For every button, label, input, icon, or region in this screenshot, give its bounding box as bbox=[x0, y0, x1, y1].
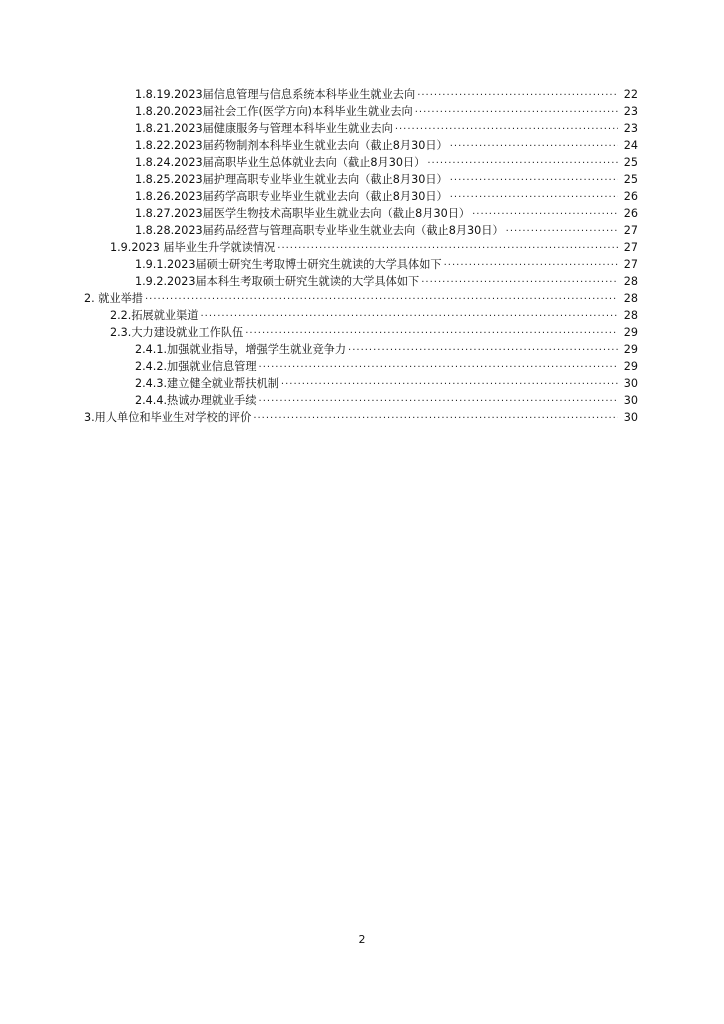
toc-entry[interactable] bbox=[0, 409, 724, 426]
toc-entry-label: 1.9.2.2023届本科生考取硕士研究生就读的大学具体如下 bbox=[135, 275, 420, 288]
toc-entry-page-number: 26 bbox=[623, 190, 638, 203]
toc-entry-label: 1.9.2023 届毕业生升学就读情况 bbox=[110, 241, 276, 254]
toc-entry-label: 2.4.1.加强就业指导，增强学生就业竞争力 bbox=[135, 343, 347, 356]
toc-entry-page-number: 22 bbox=[623, 88, 638, 101]
toc-entry-label: 3.用人单位和毕业生对学校的评价 bbox=[84, 411, 252, 424]
toc-entry-label: 1.8.27.2023届医学生物技术高职毕业生就业去向（截止8月30日） bbox=[135, 207, 471, 220]
toc-entry-label: 1.8.20.2023届社会工作(医学方向)本科毕业生就业去向 bbox=[135, 105, 413, 118]
toc-entry-label: 1.8.22.2023届药物制剂本科毕业生就业去向（截止8月30日） bbox=[135, 139, 448, 152]
dot-leader bbox=[200, 305, 618, 322]
table-of-contents bbox=[0, 86, 724, 426]
toc-entry-label: 1.8.28.2023届药品经营与管理高职专业毕业生就业去向（截止8月30日） bbox=[135, 224, 504, 237]
dot-leader bbox=[348, 339, 618, 356]
toc-entry-page-number: 29 bbox=[623, 326, 638, 339]
toc-entry-page-number: 25 bbox=[623, 173, 638, 186]
dot-leader bbox=[253, 407, 618, 424]
dot-leader bbox=[450, 135, 618, 152]
toc-entry-label: 1.8.19.2023届信息管理与信息系统本科毕业生就业去向 bbox=[135, 88, 416, 101]
dot-leader bbox=[245, 322, 618, 339]
dot-leader bbox=[277, 237, 618, 254]
toc-entry-page-number: 29 bbox=[623, 343, 638, 356]
toc-entry-page-number: 30 bbox=[623, 377, 638, 390]
dot-leader bbox=[427, 152, 618, 169]
toc-entry-page-number: 24 bbox=[623, 139, 638, 152]
toc-entry-page-number: 28 bbox=[623, 292, 638, 305]
toc-entry-label: 2. 就业举措 bbox=[84, 292, 143, 305]
page-number: 2 bbox=[358, 933, 366, 946]
toc-entry-label: 1.8.25.2023届护理高职专业毕业生就业去向（截止8月30日） bbox=[135, 173, 448, 186]
toc-entry-page-number: 28 bbox=[623, 309, 638, 322]
toc-entry-label: 2.4.2.加强就业信息管理 bbox=[135, 360, 257, 373]
dot-leader bbox=[259, 356, 618, 373]
dot-leader bbox=[395, 118, 618, 135]
toc-entry-label: 1.9.1.2023届硕士研究生考取博士研究生就读的大学具体如下 bbox=[135, 258, 442, 271]
dot-leader bbox=[450, 186, 618, 203]
toc-entry-page-number: 23 bbox=[623, 105, 638, 118]
toc-entry-page-number: 30 bbox=[623, 411, 638, 424]
dot-leader bbox=[145, 288, 618, 305]
toc-entry-page-number: 29 bbox=[623, 360, 638, 373]
toc-entry-page-number: 27 bbox=[623, 224, 638, 237]
toc-entry-page-number: 27 bbox=[623, 258, 638, 271]
dot-leader bbox=[421, 271, 618, 288]
toc-entry-page-number: 26 bbox=[623, 207, 638, 220]
toc-entry-page-number: 28 bbox=[623, 275, 638, 288]
toc-entry-label: 1.8.21.2023届健康服务与管理本科毕业生就业去向 bbox=[135, 122, 393, 135]
toc-entry-page-number: 23 bbox=[623, 122, 638, 135]
toc-entry-label: 2.4.4.热诚办理就业手续 bbox=[135, 394, 257, 407]
dot-leader bbox=[472, 203, 618, 220]
toc-entry-label: 2.3.大力建设就业工作队伍 bbox=[110, 326, 244, 339]
toc-entry-page-number: 25 bbox=[623, 156, 638, 169]
toc-entry-label: 1.8.26.2023届药学高职专业毕业生就业去向（截止8月30日） bbox=[135, 190, 448, 203]
toc-entry-page-number: 30 bbox=[623, 394, 638, 407]
dot-leader bbox=[417, 84, 618, 101]
toc-entry-page-number: 27 bbox=[623, 241, 638, 254]
toc-entry-label: 2.2.拓展就业渠道 bbox=[110, 309, 199, 322]
dot-leader bbox=[259, 390, 618, 407]
toc-entry-label: 1.8.24.2023届高职毕业生总体就业去向（截止8月30日） bbox=[135, 156, 426, 169]
dot-leader bbox=[281, 373, 618, 390]
dot-leader bbox=[415, 101, 618, 118]
dot-leader bbox=[450, 169, 618, 186]
dot-leader bbox=[444, 254, 618, 271]
dot-leader bbox=[506, 220, 618, 237]
toc-entry-label: 2.4.3.建立健全就业帮扶机制 bbox=[135, 377, 279, 390]
